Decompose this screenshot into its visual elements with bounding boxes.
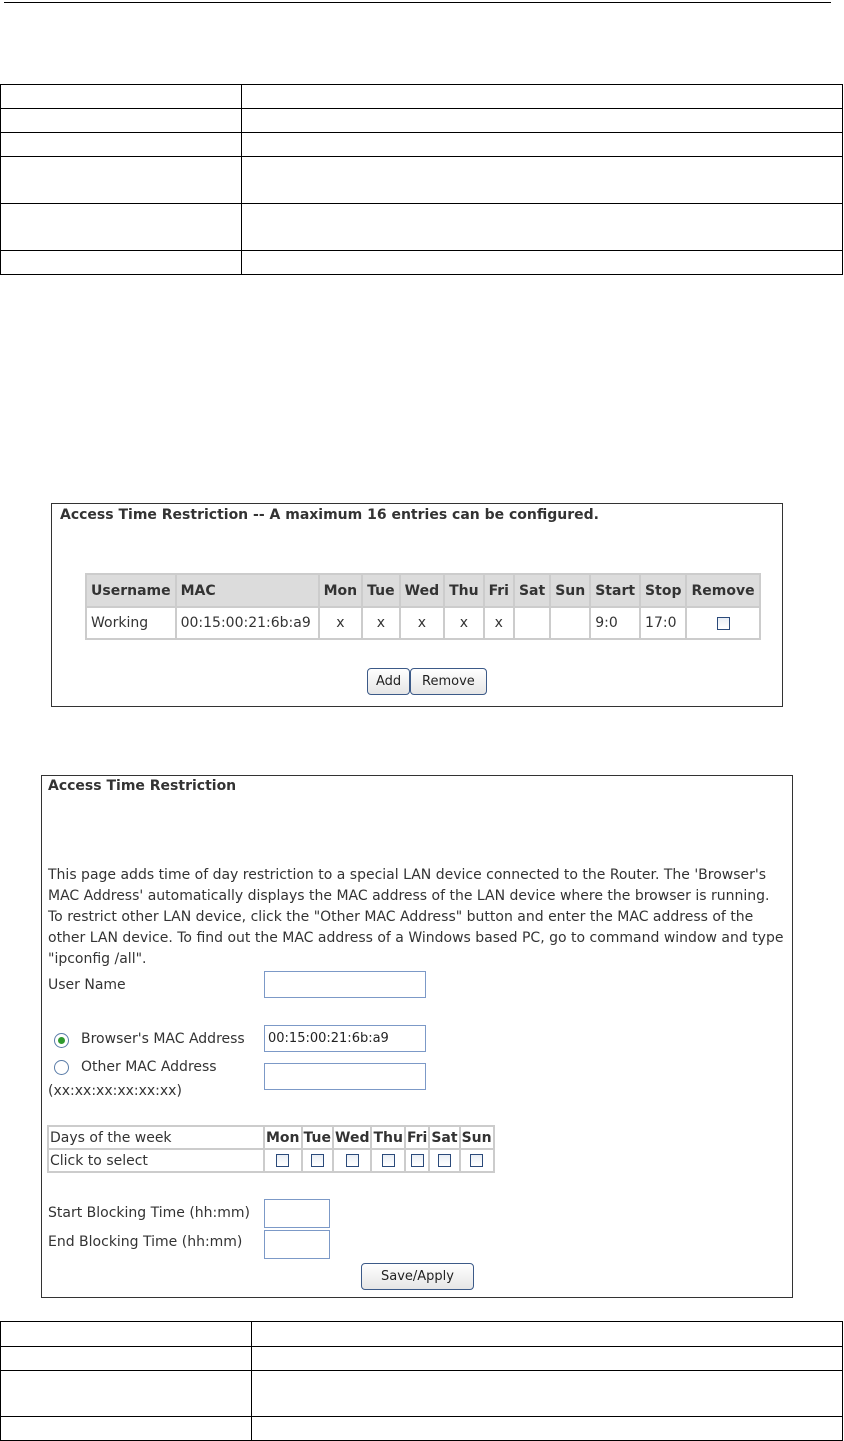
col-thu: Thu <box>444 574 483 607</box>
browser-mac-label: Browser's MAC Address <box>81 1031 245 1047</box>
days-of-week-table <box>47 1125 495 1173</box>
day-header-mon: Mon <box>264 1126 302 1149</box>
cell-fri: x <box>484 607 514 639</box>
end-blocking-label: End Blocking Time (hh:mm) <box>48 1234 243 1250</box>
save-apply-button[interactable]: Save/Apply <box>361 1263 474 1290</box>
table-header-row <box>86 574 760 607</box>
blank-table-top <box>0 84 843 275</box>
start-blocking-input[interactable] <box>264 1199 330 1228</box>
cell-sun <box>550 607 590 639</box>
browser-mac-input[interactable] <box>264 1025 426 1052</box>
table-row <box>86 607 760 639</box>
col-tue: Tue <box>362 574 399 607</box>
col-start: Start <box>590 574 640 607</box>
col-sat: Sat <box>514 574 550 607</box>
col-mac: MAC <box>176 574 319 607</box>
day-checkbox-mon[interactable] <box>276 1154 289 1167</box>
header-rule <box>4 2 831 3</box>
add-button[interactable]: Add <box>367 668 410 695</box>
col-sun: Sun <box>550 574 590 607</box>
col-fri: Fri <box>484 574 514 607</box>
user-name-input[interactable] <box>264 971 426 998</box>
radio-selected-dot <box>58 1037 65 1044</box>
cell-mac: 00:15:00:21:6b:a9 <box>176 607 319 639</box>
other-mac-input[interactable] <box>264 1063 426 1090</box>
other-mac-radio[interactable] <box>54 1060 69 1075</box>
day-checkbox-sat[interactable] <box>438 1154 451 1167</box>
col-username: Username <box>86 574 176 607</box>
list-heading: Access Time Restriction -- A maximum 16 entries can be configured. <box>60 507 599 523</box>
remove-button[interactable]: Remove <box>410 668 487 695</box>
day-header-wed: Wed <box>333 1126 371 1149</box>
browser-mac-radio[interactable] <box>54 1033 69 1048</box>
day-checkbox-tue[interactable] <box>311 1154 324 1167</box>
day-header-sun: Sun <box>460 1126 494 1149</box>
col-mon: Mon <box>319 574 363 607</box>
day-checkbox-sun[interactable] <box>470 1154 483 1167</box>
cell-start: 9:0 <box>590 607 640 639</box>
access-time-list-panel <box>51 503 783 707</box>
day-header-sat: Sat <box>429 1126 459 1149</box>
col-wed: Wed <box>400 574 444 607</box>
form-description: This page adds time of day restriction to a special LAN device connected to the Router. The 'Browser's MAC Address' automatically displays the MAC address of the LAN device where the browser is running. To restrict other LAN device, click the "Other MAC Address" button and enter the MAC address of the other LAN device. To find out the MAC address of a Windows based PC, go to command window and type "ipconfig /all". <box>48 867 784 967</box>
cell-stop: 17:0 <box>640 607 686 639</box>
day-checkbox-wed[interactable] <box>346 1154 359 1167</box>
form-title: Access Time Restriction <box>48 778 237 794</box>
user-name-label: User Name <box>48 977 126 993</box>
day-header-fri: Fri <box>405 1126 429 1149</box>
remove-checkbox[interactable] <box>717 617 730 630</box>
day-header-thu: Thu <box>371 1126 404 1149</box>
col-stop: Stop <box>640 574 686 607</box>
restriction-table <box>85 573 761 640</box>
other-mac-label: Other MAC Address <box>81 1059 217 1075</box>
cell-thu: x <box>444 607 483 639</box>
cell-remove <box>686 607 759 639</box>
cell-username: Working <box>86 607 176 639</box>
access-time-form-panel <box>41 775 793 1298</box>
day-checkbox-fri[interactable] <box>411 1154 424 1167</box>
cell-mon: x <box>319 607 363 639</box>
cell-wed: x <box>400 607 444 639</box>
day-header-tue: Tue <box>302 1126 333 1149</box>
end-blocking-input[interactable] <box>264 1230 330 1259</box>
click-to-select-label: Click to select <box>48 1149 264 1172</box>
cell-tue: x <box>362 607 399 639</box>
days-of-week-label: Days of the week <box>48 1126 264 1149</box>
other-mac-format-hint: (xx:xx:xx:xx:xx:xx) <box>48 1083 182 1099</box>
start-blocking-label: Start Blocking Time (hh:mm) <box>48 1205 250 1221</box>
blank-table-bottom <box>0 1321 843 1441</box>
day-checkbox-thu[interactable] <box>382 1154 395 1167</box>
col-remove: Remove <box>686 574 759 607</box>
cell-sat <box>514 607 550 639</box>
